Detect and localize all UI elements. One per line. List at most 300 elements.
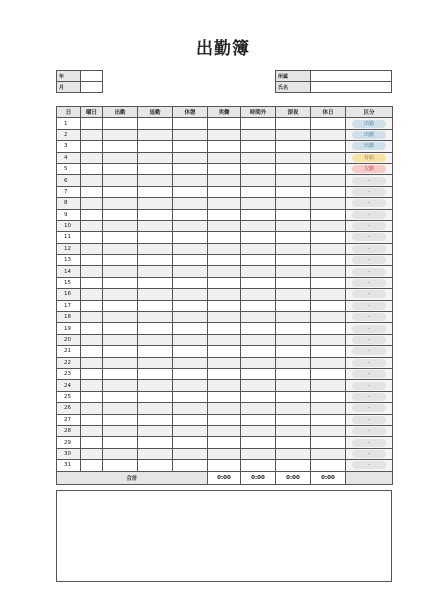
- year-field[interactable]: [81, 71, 103, 82]
- category-badge[interactable]: -: [352, 222, 386, 230]
- holiday-cell[interactable]: [311, 243, 346, 254]
- clock-out-cell[interactable]: [138, 334, 173, 345]
- actual-work-cell[interactable]: [208, 323, 241, 334]
- break-cell[interactable]: [173, 220, 208, 231]
- actual-work-cell[interactable]: [208, 334, 241, 345]
- category-cell[interactable]: [346, 334, 393, 345]
- holiday-cell[interactable]: [311, 391, 346, 402]
- clock-out-cell[interactable]: [138, 357, 173, 368]
- overtime-cell[interactable]: [241, 437, 276, 448]
- actual-work-cell[interactable]: [208, 460, 241, 471]
- clock-in-cell[interactable]: [103, 391, 138, 402]
- category-cell[interactable]: [346, 368, 393, 379]
- weekday-cell[interactable]: [81, 300, 103, 311]
- category-cell[interactable]: [346, 277, 393, 288]
- weekday-cell[interactable]: [81, 334, 103, 345]
- clock-in-cell[interactable]: [103, 175, 138, 186]
- break-cell[interactable]: [173, 175, 208, 186]
- category-cell[interactable]: [346, 312, 393, 323]
- clock-out-cell[interactable]: [138, 346, 173, 357]
- actual-work-cell[interactable]: [208, 357, 241, 368]
- late-night-cell[interactable]: [276, 323, 311, 334]
- category-cell[interactable]: [346, 437, 393, 448]
- weekday-cell[interactable]: [81, 460, 103, 471]
- break-cell[interactable]: [173, 255, 208, 266]
- actual-work-cell[interactable]: [208, 346, 241, 357]
- overtime-cell[interactable]: [241, 175, 276, 186]
- clock-in-cell[interactable]: [103, 312, 138, 323]
- weekday-cell[interactable]: [81, 289, 103, 300]
- clock-in-cell[interactable]: [103, 368, 138, 379]
- break-cell[interactable]: [173, 448, 208, 459]
- overtime-cell[interactable]: [241, 346, 276, 357]
- holiday-cell[interactable]: [311, 129, 346, 140]
- clock-in-cell[interactable]: [103, 448, 138, 459]
- clock-in-cell[interactable]: [103, 323, 138, 334]
- clock-out-cell[interactable]: [138, 198, 173, 209]
- overtime-cell[interactable]: [241, 460, 276, 471]
- late-night-cell[interactable]: [276, 163, 311, 174]
- weekday-cell[interactable]: [81, 163, 103, 174]
- break-cell[interactable]: [173, 289, 208, 300]
- category-badge[interactable]: -: [352, 256, 386, 264]
- holiday-cell[interactable]: [311, 346, 346, 357]
- holiday-cell[interactable]: [311, 300, 346, 311]
- clock-out-cell[interactable]: [138, 243, 173, 254]
- category-cell[interactable]: [346, 300, 393, 311]
- overtime-cell[interactable]: [241, 232, 276, 243]
- category-badge[interactable]: -: [352, 177, 386, 185]
- clock-in-cell[interactable]: [103, 300, 138, 311]
- weekday-cell[interactable]: [81, 448, 103, 459]
- clock-out-cell[interactable]: [138, 220, 173, 231]
- clock-in-cell[interactable]: [103, 266, 138, 277]
- category-badge[interactable]: -: [352, 336, 386, 344]
- actual-work-cell[interactable]: [208, 129, 241, 140]
- late-night-cell[interactable]: [276, 414, 311, 425]
- actual-work-cell[interactable]: [208, 437, 241, 448]
- overtime-cell[interactable]: [241, 266, 276, 277]
- holiday-cell[interactable]: [311, 460, 346, 471]
- actual-work-cell[interactable]: [208, 448, 241, 459]
- category-badge[interactable]: -: [352, 347, 386, 355]
- break-cell[interactable]: [173, 368, 208, 379]
- holiday-cell[interactable]: [311, 312, 346, 323]
- overtime-cell[interactable]: [241, 391, 276, 402]
- actual-work-cell[interactable]: [208, 425, 241, 436]
- category-badge[interactable]: 有給: [352, 154, 386, 162]
- late-night-cell[interactable]: [276, 129, 311, 140]
- break-cell[interactable]: [173, 380, 208, 391]
- category-cell[interactable]: [346, 380, 393, 391]
- late-night-cell[interactable]: [276, 175, 311, 186]
- holiday-cell[interactable]: [311, 152, 346, 163]
- category-badge[interactable]: -: [352, 313, 386, 321]
- late-night-cell[interactable]: [276, 220, 311, 231]
- category-badge[interactable]: -: [352, 439, 386, 447]
- actual-work-cell[interactable]: [208, 300, 241, 311]
- clock-in-cell[interactable]: [103, 414, 138, 425]
- actual-work-cell[interactable]: [208, 220, 241, 231]
- actual-work-cell[interactable]: [208, 414, 241, 425]
- weekday-cell[interactable]: [81, 346, 103, 357]
- holiday-cell[interactable]: [311, 425, 346, 436]
- overtime-cell[interactable]: [241, 289, 276, 300]
- clock-out-cell[interactable]: [138, 300, 173, 311]
- category-cell[interactable]: [346, 255, 393, 266]
- break-cell[interactable]: [173, 414, 208, 425]
- break-cell[interactable]: [173, 346, 208, 357]
- late-night-cell[interactable]: [276, 198, 311, 209]
- category-badge[interactable]: -: [352, 404, 386, 412]
- overtime-cell[interactable]: [241, 118, 276, 129]
- overtime-cell[interactable]: [241, 425, 276, 436]
- clock-out-cell[interactable]: [138, 323, 173, 334]
- notes-box[interactable]: [56, 490, 392, 582]
- break-cell[interactable]: [173, 232, 208, 243]
- category-cell[interactable]: [346, 403, 393, 414]
- late-night-cell[interactable]: [276, 300, 311, 311]
- break-cell[interactable]: [173, 357, 208, 368]
- month-field[interactable]: [81, 82, 103, 93]
- break-cell[interactable]: [173, 403, 208, 414]
- clock-in-cell[interactable]: [103, 346, 138, 357]
- holiday-cell[interactable]: [311, 357, 346, 368]
- clock-in-cell[interactable]: [103, 141, 138, 152]
- holiday-cell[interactable]: [311, 277, 346, 288]
- category-cell[interactable]: [346, 186, 393, 197]
- category-badge[interactable]: -: [352, 393, 386, 401]
- holiday-cell[interactable]: [311, 334, 346, 345]
- overtime-cell[interactable]: [241, 368, 276, 379]
- overtime-cell[interactable]: [241, 312, 276, 323]
- clock-out-cell[interactable]: [138, 380, 173, 391]
- overtime-cell[interactable]: [241, 323, 276, 334]
- late-night-cell[interactable]: [276, 243, 311, 254]
- clock-out-cell[interactable]: [138, 118, 173, 129]
- break-cell[interactable]: [173, 334, 208, 345]
- category-badge[interactable]: 出勤: [352, 131, 386, 139]
- actual-work-cell[interactable]: [208, 312, 241, 323]
- late-night-cell[interactable]: [276, 437, 311, 448]
- late-night-cell[interactable]: [276, 277, 311, 288]
- weekday-cell[interactable]: [81, 232, 103, 243]
- clock-in-cell[interactable]: [103, 186, 138, 197]
- category-cell[interactable]: [346, 152, 393, 163]
- actual-work-cell[interactable]: [208, 152, 241, 163]
- clock-in-cell[interactable]: [103, 232, 138, 243]
- overtime-cell[interactable]: [241, 334, 276, 345]
- category-cell[interactable]: [346, 391, 393, 402]
- category-cell[interactable]: [346, 118, 393, 129]
- clock-out-cell[interactable]: [138, 425, 173, 436]
- clock-out-cell[interactable]: [138, 163, 173, 174]
- category-badge[interactable]: -: [352, 427, 386, 435]
- actual-work-cell[interactable]: [208, 403, 241, 414]
- weekday-cell[interactable]: [81, 414, 103, 425]
- overtime-cell[interactable]: [241, 163, 276, 174]
- category-cell[interactable]: [346, 448, 393, 459]
- category-cell[interactable]: [346, 425, 393, 436]
- clock-out-cell[interactable]: [138, 186, 173, 197]
- actual-work-cell[interactable]: [208, 198, 241, 209]
- weekday-cell[interactable]: [81, 425, 103, 436]
- category-cell[interactable]: [346, 346, 393, 357]
- clock-out-cell[interactable]: [138, 175, 173, 186]
- overtime-cell[interactable]: [241, 198, 276, 209]
- weekday-cell[interactable]: [81, 266, 103, 277]
- holiday-cell[interactable]: [311, 255, 346, 266]
- late-night-cell[interactable]: [276, 403, 311, 414]
- clock-out-cell[interactable]: [138, 141, 173, 152]
- holiday-cell[interactable]: [311, 232, 346, 243]
- overtime-cell[interactable]: [241, 209, 276, 220]
- actual-work-cell[interactable]: [208, 289, 241, 300]
- category-badge[interactable]: -: [352, 268, 386, 276]
- late-night-cell[interactable]: [276, 460, 311, 471]
- category-cell[interactable]: [346, 357, 393, 368]
- clock-in-cell[interactable]: [103, 289, 138, 300]
- weekday-cell[interactable]: [81, 118, 103, 129]
- category-cell[interactable]: [346, 323, 393, 334]
- category-cell[interactable]: [346, 266, 393, 277]
- break-cell[interactable]: [173, 437, 208, 448]
- late-night-cell[interactable]: [276, 255, 311, 266]
- actual-work-cell[interactable]: [208, 118, 241, 129]
- break-cell[interactable]: [173, 186, 208, 197]
- weekday-cell[interactable]: [81, 277, 103, 288]
- holiday-cell[interactable]: [311, 323, 346, 334]
- category-cell[interactable]: [346, 232, 393, 243]
- holiday-cell[interactable]: [311, 209, 346, 220]
- clock-out-cell[interactable]: [138, 460, 173, 471]
- actual-work-cell[interactable]: [208, 141, 241, 152]
- late-night-cell[interactable]: [276, 152, 311, 163]
- holiday-cell[interactable]: [311, 414, 346, 425]
- holiday-cell[interactable]: [311, 220, 346, 231]
- actual-work-cell[interactable]: [208, 243, 241, 254]
- break-cell[interactable]: [173, 391, 208, 402]
- actual-work-cell[interactable]: [208, 255, 241, 266]
- weekday-cell[interactable]: [81, 368, 103, 379]
- name-field[interactable]: [311, 82, 392, 93]
- clock-in-cell[interactable]: [103, 357, 138, 368]
- holiday-cell[interactable]: [311, 163, 346, 174]
- late-night-cell[interactable]: [276, 346, 311, 357]
- clock-out-cell[interactable]: [138, 255, 173, 266]
- late-night-cell[interactable]: [276, 141, 311, 152]
- weekday-cell[interactable]: [81, 141, 103, 152]
- break-cell[interactable]: [173, 209, 208, 220]
- holiday-cell[interactable]: [311, 175, 346, 186]
- clock-out-cell[interactable]: [138, 312, 173, 323]
- clock-out-cell[interactable]: [138, 289, 173, 300]
- actual-work-cell[interactable]: [208, 391, 241, 402]
- weekday-cell[interactable]: [81, 357, 103, 368]
- late-night-cell[interactable]: [276, 357, 311, 368]
- holiday-cell[interactable]: [311, 403, 346, 414]
- category-cell[interactable]: [346, 209, 393, 220]
- holiday-cell[interactable]: [311, 118, 346, 129]
- holiday-cell[interactable]: [311, 141, 346, 152]
- overtime-cell[interactable]: [241, 300, 276, 311]
- overtime-cell[interactable]: [241, 357, 276, 368]
- clock-in-cell[interactable]: [103, 255, 138, 266]
- overtime-cell[interactable]: [241, 152, 276, 163]
- clock-in-cell[interactable]: [103, 209, 138, 220]
- late-night-cell[interactable]: [276, 186, 311, 197]
- category-badge[interactable]: -: [352, 370, 386, 378]
- break-cell[interactable]: [173, 152, 208, 163]
- actual-work-cell[interactable]: [208, 186, 241, 197]
- category-cell[interactable]: [346, 129, 393, 140]
- weekday-cell[interactable]: [81, 243, 103, 254]
- affiliation-field[interactable]: [311, 71, 392, 82]
- clock-out-cell[interactable]: [138, 368, 173, 379]
- clock-out-cell[interactable]: [138, 437, 173, 448]
- late-night-cell[interactable]: [276, 368, 311, 379]
- category-cell[interactable]: [346, 141, 393, 152]
- overtime-cell[interactable]: [241, 141, 276, 152]
- category-cell[interactable]: [346, 220, 393, 231]
- clock-in-cell[interactable]: [103, 243, 138, 254]
- clock-out-cell[interactable]: [138, 209, 173, 220]
- break-cell[interactable]: [173, 312, 208, 323]
- clock-in-cell[interactable]: [103, 403, 138, 414]
- holiday-cell[interactable]: [311, 368, 346, 379]
- category-badge[interactable]: -: [352, 302, 386, 310]
- clock-in-cell[interactable]: [103, 425, 138, 436]
- clock-in-cell[interactable]: [103, 118, 138, 129]
- clock-in-cell[interactable]: [103, 277, 138, 288]
- late-night-cell[interactable]: [276, 312, 311, 323]
- break-cell[interactable]: [173, 277, 208, 288]
- category-badge[interactable]: -: [352, 233, 386, 241]
- actual-work-cell[interactable]: [208, 175, 241, 186]
- holiday-cell[interactable]: [311, 289, 346, 300]
- clock-in-cell[interactable]: [103, 129, 138, 140]
- clock-in-cell[interactable]: [103, 460, 138, 471]
- category-badge[interactable]: -: [352, 461, 386, 469]
- overtime-cell[interactable]: [241, 403, 276, 414]
- clock-in-cell[interactable]: [103, 380, 138, 391]
- clock-out-cell[interactable]: [138, 414, 173, 425]
- category-cell[interactable]: [346, 460, 393, 471]
- actual-work-cell[interactable]: [208, 380, 241, 391]
- weekday-cell[interactable]: [81, 312, 103, 323]
- break-cell[interactable]: [173, 198, 208, 209]
- category-badge[interactable]: -: [352, 199, 386, 207]
- category-badge[interactable]: -: [352, 188, 386, 196]
- holiday-cell[interactable]: [311, 266, 346, 277]
- late-night-cell[interactable]: [276, 448, 311, 459]
- weekday-cell[interactable]: [81, 220, 103, 231]
- weekday-cell[interactable]: [81, 198, 103, 209]
- break-cell[interactable]: [173, 460, 208, 471]
- category-badge[interactable]: -: [352, 359, 386, 367]
- late-night-cell[interactable]: [276, 334, 311, 345]
- break-cell[interactable]: [173, 266, 208, 277]
- clock-in-cell[interactable]: [103, 220, 138, 231]
- clock-in-cell[interactable]: [103, 198, 138, 209]
- overtime-cell[interactable]: [241, 129, 276, 140]
- holiday-cell[interactable]: [311, 198, 346, 209]
- weekday-cell[interactable]: [81, 255, 103, 266]
- actual-work-cell[interactable]: [208, 277, 241, 288]
- clock-out-cell[interactable]: [138, 266, 173, 277]
- category-cell[interactable]: [346, 198, 393, 209]
- actual-work-cell[interactable]: [208, 232, 241, 243]
- late-night-cell[interactable]: [276, 380, 311, 391]
- break-cell[interactable]: [173, 118, 208, 129]
- category-cell[interactable]: [346, 163, 393, 174]
- clock-out-cell[interactable]: [138, 129, 173, 140]
- clock-in-cell[interactable]: [103, 163, 138, 174]
- holiday-cell[interactable]: [311, 437, 346, 448]
- category-cell[interactable]: [346, 243, 393, 254]
- category-badge[interactable]: -: [352, 290, 386, 298]
- clock-out-cell[interactable]: [138, 232, 173, 243]
- clock-out-cell[interactable]: [138, 152, 173, 163]
- category-cell[interactable]: [346, 414, 393, 425]
- category-badge[interactable]: -: [352, 450, 386, 458]
- late-night-cell[interactable]: [276, 425, 311, 436]
- weekday-cell[interactable]: [81, 437, 103, 448]
- category-badge[interactable]: -: [352, 279, 386, 287]
- break-cell[interactable]: [173, 425, 208, 436]
- clock-out-cell[interactable]: [138, 391, 173, 402]
- category-badge[interactable]: -: [352, 325, 386, 333]
- overtime-cell[interactable]: [241, 255, 276, 266]
- actual-work-cell[interactable]: [208, 368, 241, 379]
- late-night-cell[interactable]: [276, 391, 311, 402]
- weekday-cell[interactable]: [81, 175, 103, 186]
- weekday-cell[interactable]: [81, 380, 103, 391]
- holiday-cell[interactable]: [311, 380, 346, 391]
- weekday-cell[interactable]: [81, 186, 103, 197]
- overtime-cell[interactable]: [241, 243, 276, 254]
- clock-in-cell[interactable]: [103, 152, 138, 163]
- holiday-cell[interactable]: [311, 186, 346, 197]
- actual-work-cell[interactable]: [208, 266, 241, 277]
- category-badge[interactable]: -: [352, 416, 386, 424]
- clock-out-cell[interactable]: [138, 448, 173, 459]
- weekday-cell[interactable]: [81, 129, 103, 140]
- overtime-cell[interactable]: [241, 414, 276, 425]
- late-night-cell[interactable]: [276, 289, 311, 300]
- clock-in-cell[interactable]: [103, 334, 138, 345]
- break-cell[interactable]: [173, 163, 208, 174]
- overtime-cell[interactable]: [241, 277, 276, 288]
- late-night-cell[interactable]: [276, 266, 311, 277]
- holiday-cell[interactable]: [311, 448, 346, 459]
- clock-out-cell[interactable]: [138, 277, 173, 288]
- late-night-cell[interactable]: [276, 209, 311, 220]
- overtime-cell[interactable]: [241, 186, 276, 197]
- overtime-cell[interactable]: [241, 220, 276, 231]
- weekday-cell[interactable]: [81, 152, 103, 163]
- category-badge[interactable]: 出勤: [352, 142, 386, 150]
- category-badge[interactable]: 出勤: [352, 120, 386, 128]
- actual-work-cell[interactable]: [208, 209, 241, 220]
- break-cell[interactable]: [173, 141, 208, 152]
- late-night-cell[interactable]: [276, 232, 311, 243]
- break-cell[interactable]: [173, 243, 208, 254]
- category-badge[interactable]: -: [352, 211, 386, 219]
- break-cell[interactable]: [173, 323, 208, 334]
- weekday-cell[interactable]: [81, 209, 103, 220]
- category-badge[interactable]: -: [352, 245, 386, 253]
